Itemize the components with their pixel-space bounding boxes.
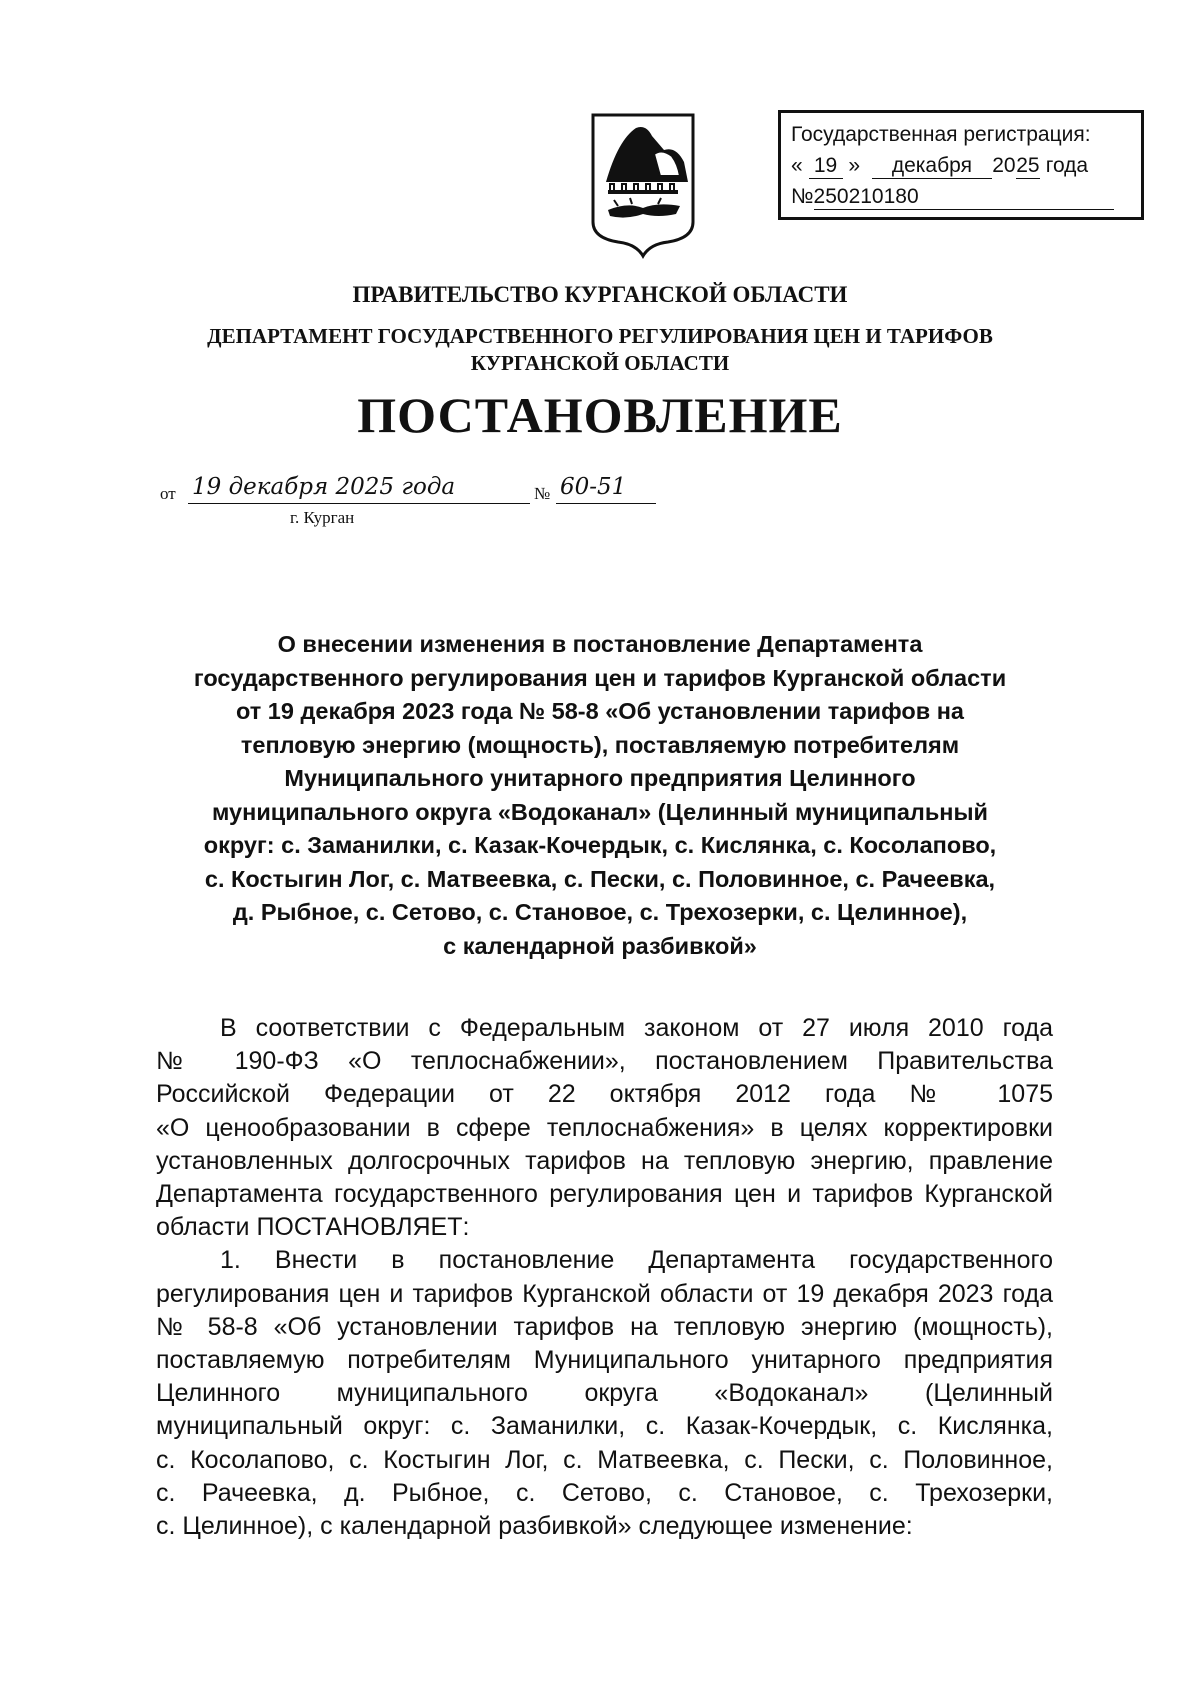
subject-line: муниципального округа «Водоканал» (Целинный муниципальный	[211, 798, 988, 825]
issue-number-field	[556, 474, 656, 504]
document-body	[156, 1012, 1053, 1543]
registration-year-suffix: 25	[1016, 154, 1040, 177]
subject-line: от 19 декабря 2023 года № 58-8 «Об установлении тарифов на	[236, 698, 964, 724]
preamble-line: В соответствии с Федеральным законом от 27 июля 2010 года	[220, 1014, 1053, 1042]
subject-line: Муниципального унитарного предприятия Целинного	[284, 765, 916, 791]
preamble-line: «О ценообразовании в сфере теплоснабжения» в целях корректировки	[156, 1113, 1053, 1142]
issue-date-handwritten: 19 декабря 2025 года	[192, 474, 456, 500]
registration-number: 250210180	[814, 185, 1114, 210]
registration-number-row	[791, 181, 1131, 212]
item1-line: поставляемую потребителям Муниципального унитарного предприятия	[156, 1346, 1053, 1375]
registration-day: 19	[809, 154, 843, 179]
registration-date	[791, 150, 1131, 181]
item1-line: с. Целинное), с календарной разбивкой» следующее изменение:	[156, 1512, 913, 1541]
department-name	[0, 323, 1200, 377]
item1-line: регулирования цен и тарифов Курганской области от 19 декабря 2023 года	[156, 1279, 1053, 1308]
issue-number-handwritten: 60-51	[560, 474, 627, 500]
department-name-line2: КУРГАНСКОЙ ОБЛАСТИ	[470, 351, 730, 375]
issue-city: г. Курган	[290, 508, 355, 527]
subject-line: государственного регулирования цен и тарифов Курганской области	[193, 664, 1007, 691]
preamble-line: Департамента государственного регулирования цен и тарифов Курганской	[156, 1180, 1053, 1209]
item1-line: с. Рачеевка, д. Рыбное, с. Сетово, с. Становое, с. Трехозерки,	[156, 1478, 1053, 1507]
registration-day-close: »	[848, 154, 861, 177]
item1-line: с. Косолапово, с. Костыгин Лог, с. Матвеевка, с. Пески, с. Половинное,	[156, 1445, 1053, 1474]
registration-day-open: «	[791, 154, 803, 177]
preamble-line: № 190-ФЗ «О теплоснабжении», постановлением Правительства	[156, 1047, 1053, 1076]
document-type-title: ПОСТАНОВЛЕНИЕ	[357, 387, 843, 443]
subject-line: с календарной разбивкой»	[443, 932, 757, 959]
subject-line: округ: с. Заманилки, с. Казак-Кочердык, с. Кислянка, с. Косолапово,	[203, 832, 997, 858]
state-registration-stamp	[778, 110, 1144, 220]
issue-date-field	[188, 474, 530, 504]
subject-line: с. Костыгин Лог, с. Матвеевка, с. Пески, с. Половинное, с. Рачеевка,	[204, 865, 996, 892]
registration-title: Государственная регистрация:	[791, 123, 1091, 146]
number-label: №	[534, 484, 551, 503]
subject-line: О внесении изменения в постановление Департамента	[277, 631, 923, 657]
department-name-line1: ДЕПАРТАМЕНТ ГОСУДАРСТВЕННОГО РЕГУЛИРОВАНИЯ ЦЕН И ТАРИФОВ	[207, 324, 993, 348]
registration-month: декабря	[872, 154, 992, 179]
preamble-line: области ПОСТАНОВЛЯЕТ:	[156, 1213, 470, 1242]
registration-year-prefix: 20	[992, 154, 1016, 177]
item1-line: № 58-8 «Об установлении тарифов на тепловую энергию (мощность),	[156, 1312, 1053, 1341]
registration-number-label: №	[791, 185, 814, 208]
coat-of-arms-emblem	[588, 110, 698, 260]
item1-line: 1. Внести в постановление Департамента государственного	[220, 1246, 1053, 1275]
subject-line: д. Рыбное, с. Сетово, с. Становое, с. Трехозерки, с. Целинное),	[232, 899, 968, 925]
item1-line: муниципальный округ: с. Заманилки, с. Казак-Кочердык, с. Кислянка,	[156, 1412, 1053, 1441]
from-label: от	[160, 484, 176, 503]
preamble-line: Российской Федерации от 22 октября 2012 года № 1075	[156, 1080, 1053, 1109]
item1-line: Целинного муниципального округа «Водоканал» (Целинный	[156, 1379, 1053, 1408]
registration-year-word: года	[1045, 154, 1089, 177]
issue-details	[160, 474, 720, 534]
preamble-line: установленных долгосрочных тарифов на тепловую энергию, правление	[156, 1146, 1053, 1175]
government-name: ПРАВИТЕЛЬСТВО КУРГАНСКОЙ ОБЛАСТИ	[352, 282, 848, 307]
document-subject	[160, 628, 1040, 963]
subject-line: тепловую энергию (мощность), поставляемую потребителям	[240, 731, 960, 758]
